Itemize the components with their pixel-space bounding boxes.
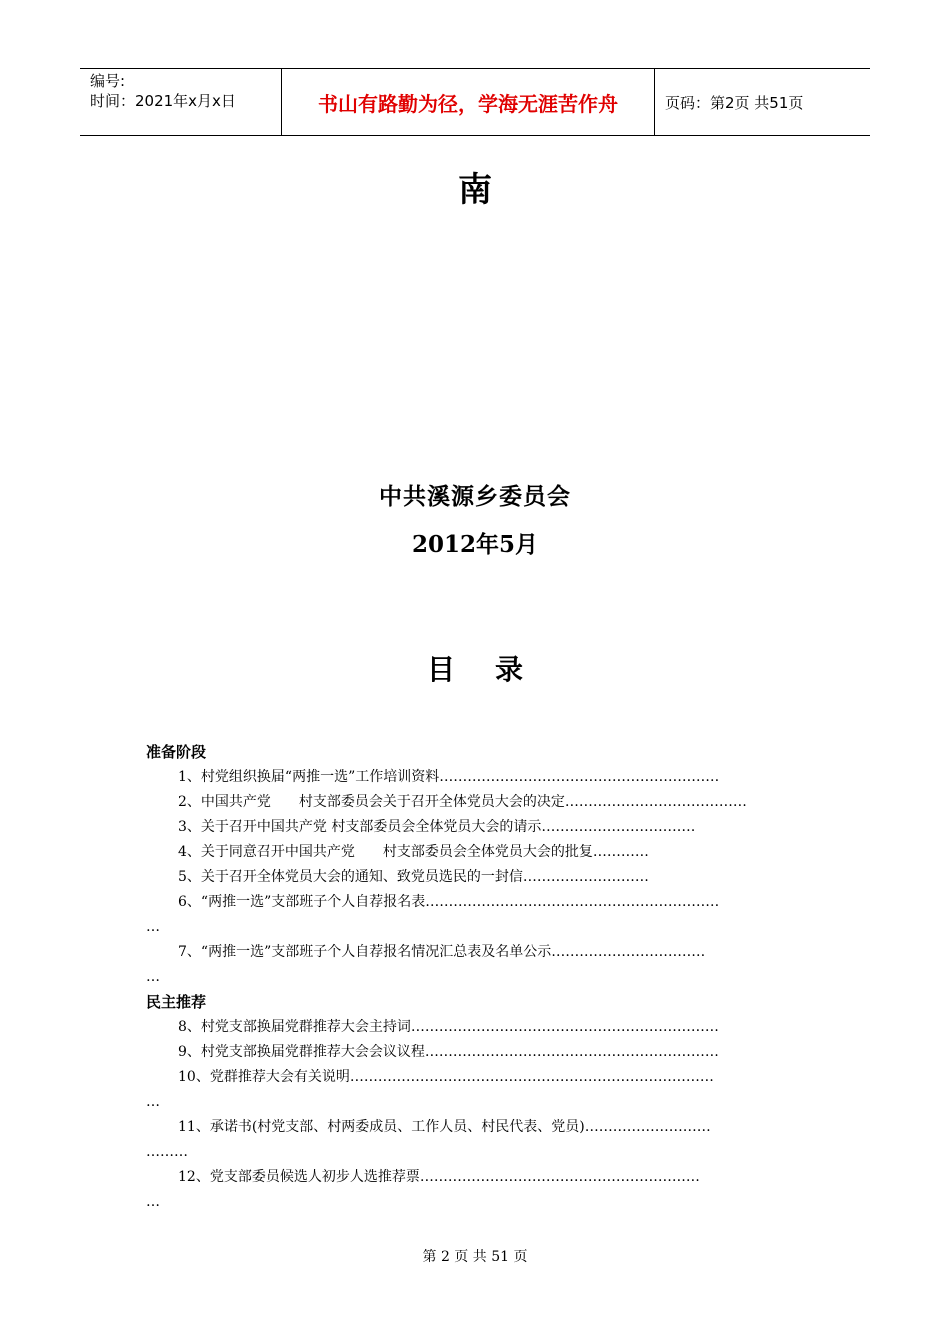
table-of-contents xyxy=(146,740,806,1215)
header-motto: 书山有路勤为径，学海无涯苦作舟 xyxy=(282,69,655,135)
document-date: 2012年5月 xyxy=(411,531,539,558)
toc-entry-text: 7、“两推一选”支部班子个人自荐报名情况汇总表及名单公示…………………………… xyxy=(178,944,706,960)
organization-name: 中共溪源乡委员会 xyxy=(379,483,571,510)
toc-entry-text: 4、关于同意召开中国共产党 村支部委员会全体党员大会的批复………… xyxy=(178,844,649,860)
page-footer: 第 2 页 共 51 页 xyxy=(422,1249,528,1265)
toc-section-heading: 准备阶段 xyxy=(146,743,207,761)
toc-entry-text: 11、承诺书(村党支部、村两委成员、工作人员、村民代表、党员)……………………… xyxy=(178,1119,711,1135)
toc-entry-continuation: ……… xyxy=(146,1144,188,1160)
toc-entry xyxy=(146,765,806,790)
time-label: 时间：2021年x月x日 xyxy=(90,92,236,110)
toc-entry xyxy=(146,1015,806,1040)
toc-entry xyxy=(146,940,806,965)
header-meta xyxy=(80,69,282,135)
toc-entry-text: 3、关于召开中国共产党 村支部委员会全体党员大会的请示…………………………… xyxy=(178,819,696,835)
toc-entry-text: 2、中国共产党 村支部委员会关于召开全体党员大会的决定………………………………… xyxy=(178,794,747,810)
toc-entry-text: 10、党群推荐大会有关说明…………………………………………………………………… xyxy=(178,1069,714,1085)
number-label: 编号: xyxy=(90,72,126,90)
toc-title: 目录 xyxy=(426,653,563,686)
page-header xyxy=(80,68,870,136)
toc-section-heading: 民主推荐 xyxy=(146,993,207,1011)
toc-entry xyxy=(146,1065,806,1090)
toc-entry-text: 6、“两推一选”支部班子个人自荐报名表……………………………………………………… xyxy=(178,894,720,910)
toc-entry-text: 12、党支部委员候选人初步人选推荐票…………………………………………………… xyxy=(178,1169,700,1185)
toc-entry-text: 5、关于召开全体党员大会的通知、致党员选民的一封信……………………… xyxy=(178,869,649,885)
header-page-info: 页码：第2页 共51页 xyxy=(665,93,804,112)
toc-entry xyxy=(146,890,806,915)
toc-entry xyxy=(146,840,806,865)
toc-entry-text: 1、村党组织换届“两推一选”工作培训资料…………………………………………………… xyxy=(178,769,720,785)
toc-entry-continuation: … xyxy=(146,969,160,985)
toc-entry-continuation: … xyxy=(146,1094,160,1110)
toc-entry-continuation: … xyxy=(146,1194,160,1210)
toc-entry-continuation: … xyxy=(146,919,160,935)
toc-entry xyxy=(146,1115,806,1140)
toc-entry xyxy=(146,815,806,840)
toc-entry xyxy=(146,790,806,815)
toc-entry xyxy=(146,1040,806,1065)
toc-entry-text: 8、村党支部换届党群推荐大会主持词………………………………………………………… xyxy=(178,1019,719,1035)
title-char: 南 xyxy=(458,170,492,210)
toc-entry xyxy=(146,865,806,890)
toc-entry xyxy=(146,1165,806,1190)
toc-entry-text: 9、村党支部换届党群推荐大会会议议程……………………………………………………… xyxy=(178,1044,719,1060)
